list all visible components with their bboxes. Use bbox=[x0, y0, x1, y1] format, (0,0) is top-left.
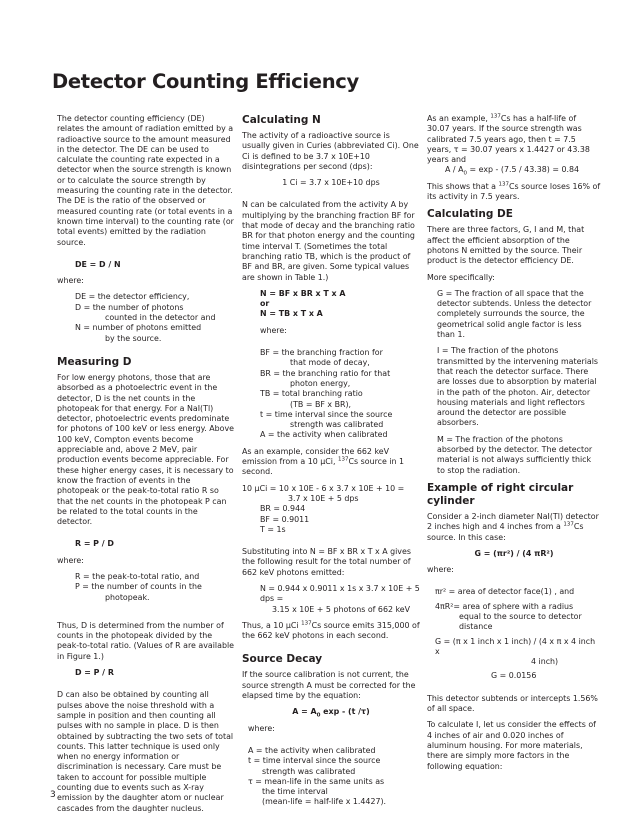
example-text-b: Cs source in 1 second. bbox=[242, 457, 405, 477]
factor-g: G = The fraction of all space that the detector subtends. Unless the detector completely surrounds the source, the geometrical solid angle factor is less than 1. bbox=[437, 288, 592, 340]
definitions-r bbox=[57, 572, 234, 603]
column-1 bbox=[57, 114, 234, 820]
example-sup: 137 bbox=[338, 456, 349, 463]
thus-sup: 137 bbox=[301, 620, 312, 627]
n-result-1: N = 0.944 x 0.9011 x 1s x 3.7 x 10E + 5 dps = bbox=[260, 583, 420, 604]
factor-m: M = The fraction of the photons absorbed by the detector. The detector material is not always sufficiently thick to stop the radiation. bbox=[437, 434, 593, 475]
n-calc-paragraph: N can be calculated from the activity A by multiplying by the branching fraction BF for that mode of decay and the branching ratio BR for that photon energy and the counting time interval T. (Sometimes the total branching ratio TB, which is the product of BF and BR, are given. Some typical values are shown in Table 1.) bbox=[242, 200, 415, 282]
equation-ci: 1 Ci = 3.7 x 10E+10 dps bbox=[282, 178, 380, 188]
cyl-b: Cs source. In this case: bbox=[427, 522, 584, 542]
def-a: A = the activity when calibrated bbox=[260, 430, 388, 440]
equation-d: D = P / R bbox=[75, 668, 114, 678]
g-calc-1: G = (π x 1 inch x 1 inch) / (4 x π x 4 inch x bbox=[435, 636, 596, 656]
halflife-sup: 137 bbox=[490, 113, 501, 120]
def-t-cont: strength was calibrated bbox=[290, 420, 384, 430]
equation-ratio bbox=[427, 165, 580, 178]
def-d: D = the number of photons bbox=[75, 302, 184, 312]
def-br-cont: photon energy, bbox=[290, 378, 351, 388]
eq-ratio-b: = exp - (7.5 / 43.38) = 0.84 bbox=[466, 165, 580, 175]
shows-sup: 137 bbox=[498, 181, 510, 188]
calc-line-2: 3.7 x 10E + 5 dps bbox=[288, 493, 359, 503]
heading-calculating-n: Calculating N bbox=[242, 114, 321, 126]
example-text-a: As an example, consider the 662 keV emission from a 10 µCi, bbox=[242, 446, 389, 467]
eq-ratio-a: A / A bbox=[445, 165, 464, 175]
eq-decay-a: A = A bbox=[292, 707, 317, 717]
where-label: where: bbox=[57, 276, 84, 286]
thus-text-b: Cs source emits 315,000 of the 662 keV photons in each second. bbox=[242, 620, 420, 641]
factor-i: I = The fraction of the photons transmitted by the intervening materials that reach the detector surface. There are losses due to absorption by material in the path of the photon. Air, detector housing materials and light reflectors around the detector are possible absorbers. bbox=[437, 346, 599, 428]
decay-paragraph: If the source calibration is not current, the source strength A must be corrected for the elapsed time by the equation: bbox=[242, 670, 416, 701]
where-label-decay: where: bbox=[248, 723, 275, 733]
column-3 bbox=[427, 114, 601, 778]
equation-r: R = P / D bbox=[75, 539, 114, 549]
calc-i-paragraph: To calculate I, let us consider the effects of 4 inches of air and 0.020 inches of aluminum housing. For more materials, there are simply more factors in the following equation: bbox=[427, 720, 596, 771]
def-n: N = number of photons emitted bbox=[75, 323, 202, 333]
definitions-de bbox=[57, 292, 234, 343]
equation-or: or bbox=[260, 299, 270, 309]
def-p: P = the number of counts in the bbox=[75, 582, 202, 592]
calc-block bbox=[242, 484, 420, 535]
calc-bf: BF = 0.9011 bbox=[260, 514, 310, 524]
def-tb-cont: (TB = BF x BR), bbox=[290, 399, 352, 409]
heading-calculating-de: Calculating DE bbox=[427, 208, 513, 221]
equations-n bbox=[242, 289, 420, 320]
n-result bbox=[242, 584, 420, 615]
equation-de: DE = D / N bbox=[75, 259, 121, 269]
page-title: Detector Counting Efficiency bbox=[52, 70, 359, 93]
def-r: R = the peak-to-total ratio, and bbox=[75, 571, 200, 581]
equation-g: G = (πr²) / (4 πR²) bbox=[474, 548, 554, 558]
cyl-a: Consider a 2-inch diameter NaI(Tl) detector 2 inches high and 4 inches from a bbox=[427, 511, 599, 532]
subtends-paragraph: This detector subtends or intercepts 1.56% of all space. bbox=[427, 693, 598, 714]
halflife-a: As an example, bbox=[427, 114, 491, 123]
factors-paragraph: There are three factors, G, I and M, that affect the efficient absorption of the photons N emitted by the source. Their product is the detector efficiency DE. bbox=[427, 225, 585, 266]
factor-list bbox=[427, 289, 601, 476]
eq-ratio-sub: 0 bbox=[463, 171, 467, 178]
halflife-b: Cs has a half-life of 30.07 years. If the source strength was calibrated 7.5 years ago, then t = 7.5 years, τ = 30.07 years x 1.4427 or 43.38 years and bbox=[427, 114, 590, 165]
column-2 bbox=[242, 114, 420, 808]
def-d-cont: counted in the detector and bbox=[105, 313, 216, 323]
thus-emits-paragraph bbox=[242, 621, 420, 642]
def-decay-tau-cont-2: (mean-life = half-life x 1.4427). bbox=[262, 797, 387, 807]
def-bf-cont: that mode of decay, bbox=[290, 358, 370, 368]
thus-text-a: Thus, a 10 µCi bbox=[242, 620, 302, 630]
def-decay-t: t = time interval since the source bbox=[248, 756, 381, 766]
shows-b: Cs source loses 16% of its activity in 7.5 years. bbox=[427, 181, 601, 202]
def-br: BR = the branching ratio for that bbox=[260, 368, 391, 378]
definitions-g bbox=[427, 587, 601, 681]
def-4pir-cont: equal to the source to detector bbox=[459, 611, 582, 621]
def-de: DE = the detector efficiency, bbox=[75, 292, 190, 302]
shows-paragraph bbox=[427, 182, 601, 203]
def-tb: TB = total branching ratio bbox=[260, 389, 363, 399]
equation-n2: N = TB x T x A bbox=[260, 309, 323, 319]
def-4pir: 4πR²= area of sphere with a radius bbox=[435, 601, 574, 611]
intro-paragraph: The detector counting efficiency (DE) relates the amount of radiation emitted by a radioactive source to the amount measured in the detector. The DE can be used to calculate the counting rate expected in a detector when the source strength is known or to calculate the source strength by measuring the counting rate in the detector. The DE is the ratio of the observed or measured counting rate (or total events in a known time interval) to the counting rate (or total events) emitted by the radiation source. bbox=[57, 114, 234, 247]
cylinder-paragraph bbox=[427, 512, 601, 543]
cyl-sup: 137 bbox=[563, 521, 574, 528]
calc-t: T = 1s bbox=[260, 524, 286, 534]
substitute-paragraph: Substituting into N = BF x BR x T x A gives the following result for the total number of 662 keV photons emitted: bbox=[242, 547, 411, 577]
equation-decay bbox=[242, 707, 420, 717]
g-calc-2: 4 inch) bbox=[531, 657, 559, 667]
calc-line-1: 10 µCi = 10 x 10E - 6 x 3.7 x 10E + 10 = bbox=[242, 483, 405, 493]
page-number: 3 bbox=[50, 790, 56, 800]
def-decay-tau-cont: the time interval bbox=[262, 787, 328, 797]
where-label-g: where: bbox=[427, 565, 454, 575]
more-specifically: More specifically: bbox=[427, 272, 495, 282]
equation-n1: N = BF x BR x T x A bbox=[260, 288, 346, 298]
definitions-n bbox=[242, 348, 420, 441]
def-pir: πr² = area of detector face(1) , and bbox=[435, 587, 575, 597]
def-decay-a: A = the activity when calibrated bbox=[248, 745, 376, 755]
def-decay-t-cont: strength was calibrated bbox=[262, 766, 356, 776]
calc-br: BR = 0.944 bbox=[260, 504, 306, 514]
where-label-2: where: bbox=[57, 555, 84, 565]
shows-a: This shows that a bbox=[427, 181, 499, 191]
n-result-2: 3.15 x 10E + 5 photons of 662 keV bbox=[272, 604, 411, 614]
def-t: t = time interval since the source bbox=[260, 409, 393, 419]
measuring-paragraph: For low energy photons, those that are absorbed as a photoelectric event in the detector, D is the net counts in the photopeak for that energy. For a NaI(Tl) detector, photoelectric events predominate for photons of 100 keV or less energy. Above 100 keV, Compton events become appreciable and, above 2 MeV, pair production events become appreciable. For these higher energy cases, it is necessary to know the fraction of events in the photopeak or the peak-to-total ratio R so that the net counts in the photopeak P can be related to the total counts in the detector. bbox=[57, 372, 234, 527]
example-paragraph bbox=[242, 447, 420, 478]
eq-decay-sub: 0 bbox=[316, 712, 321, 719]
heading-measuring-d: Measuring D bbox=[57, 355, 132, 368]
def-4pir-cont-2: distance bbox=[459, 622, 493, 632]
def-p-cont: photopeak. bbox=[105, 592, 150, 602]
eq-decay-b: exp - (t /τ) bbox=[320, 707, 370, 717]
thus-paragraph: Thus, D is determined from the number of counts in the photopeak divided by the peak-to-total ratio. (Values of R are available in Figure 1.) bbox=[57, 620, 235, 661]
def-decay-tau: τ = mean-life in the same units as bbox=[248, 776, 385, 786]
pulses-paragraph: D can also be obtained by counting all pulses above the noise threshold with a sample in position and then counting all pulses with no sample in place. D is then obtained by subtracting the two sets of total counts. This latter technique is used only when no energy information or discrimination is necessary. Care must be taken to account for possible multiple counting due to events such as X-ray emission by the daughter atom or nuclear cascades from the daughter nucleus. bbox=[57, 690, 234, 813]
heading-example-cylinder: Example of right circular cylinder bbox=[427, 481, 574, 507]
def-bf: BF = the branching fraction for bbox=[260, 348, 383, 358]
activity-paragraph: The activity of a radioactive source is usually given in Curies (abbreviated Ci). One Ci is defined to be 3.7 x 10E+10 disintegrations per second (dps): bbox=[242, 131, 419, 171]
where-label-n: where: bbox=[260, 325, 287, 335]
g-calc-3: G = 0.0156 bbox=[491, 671, 537, 681]
def-n-cont: by the source. bbox=[105, 333, 162, 343]
halflife-paragraph bbox=[427, 114, 601, 176]
definitions-decay bbox=[242, 746, 420, 808]
heading-source-decay: Source Decay bbox=[242, 653, 323, 666]
